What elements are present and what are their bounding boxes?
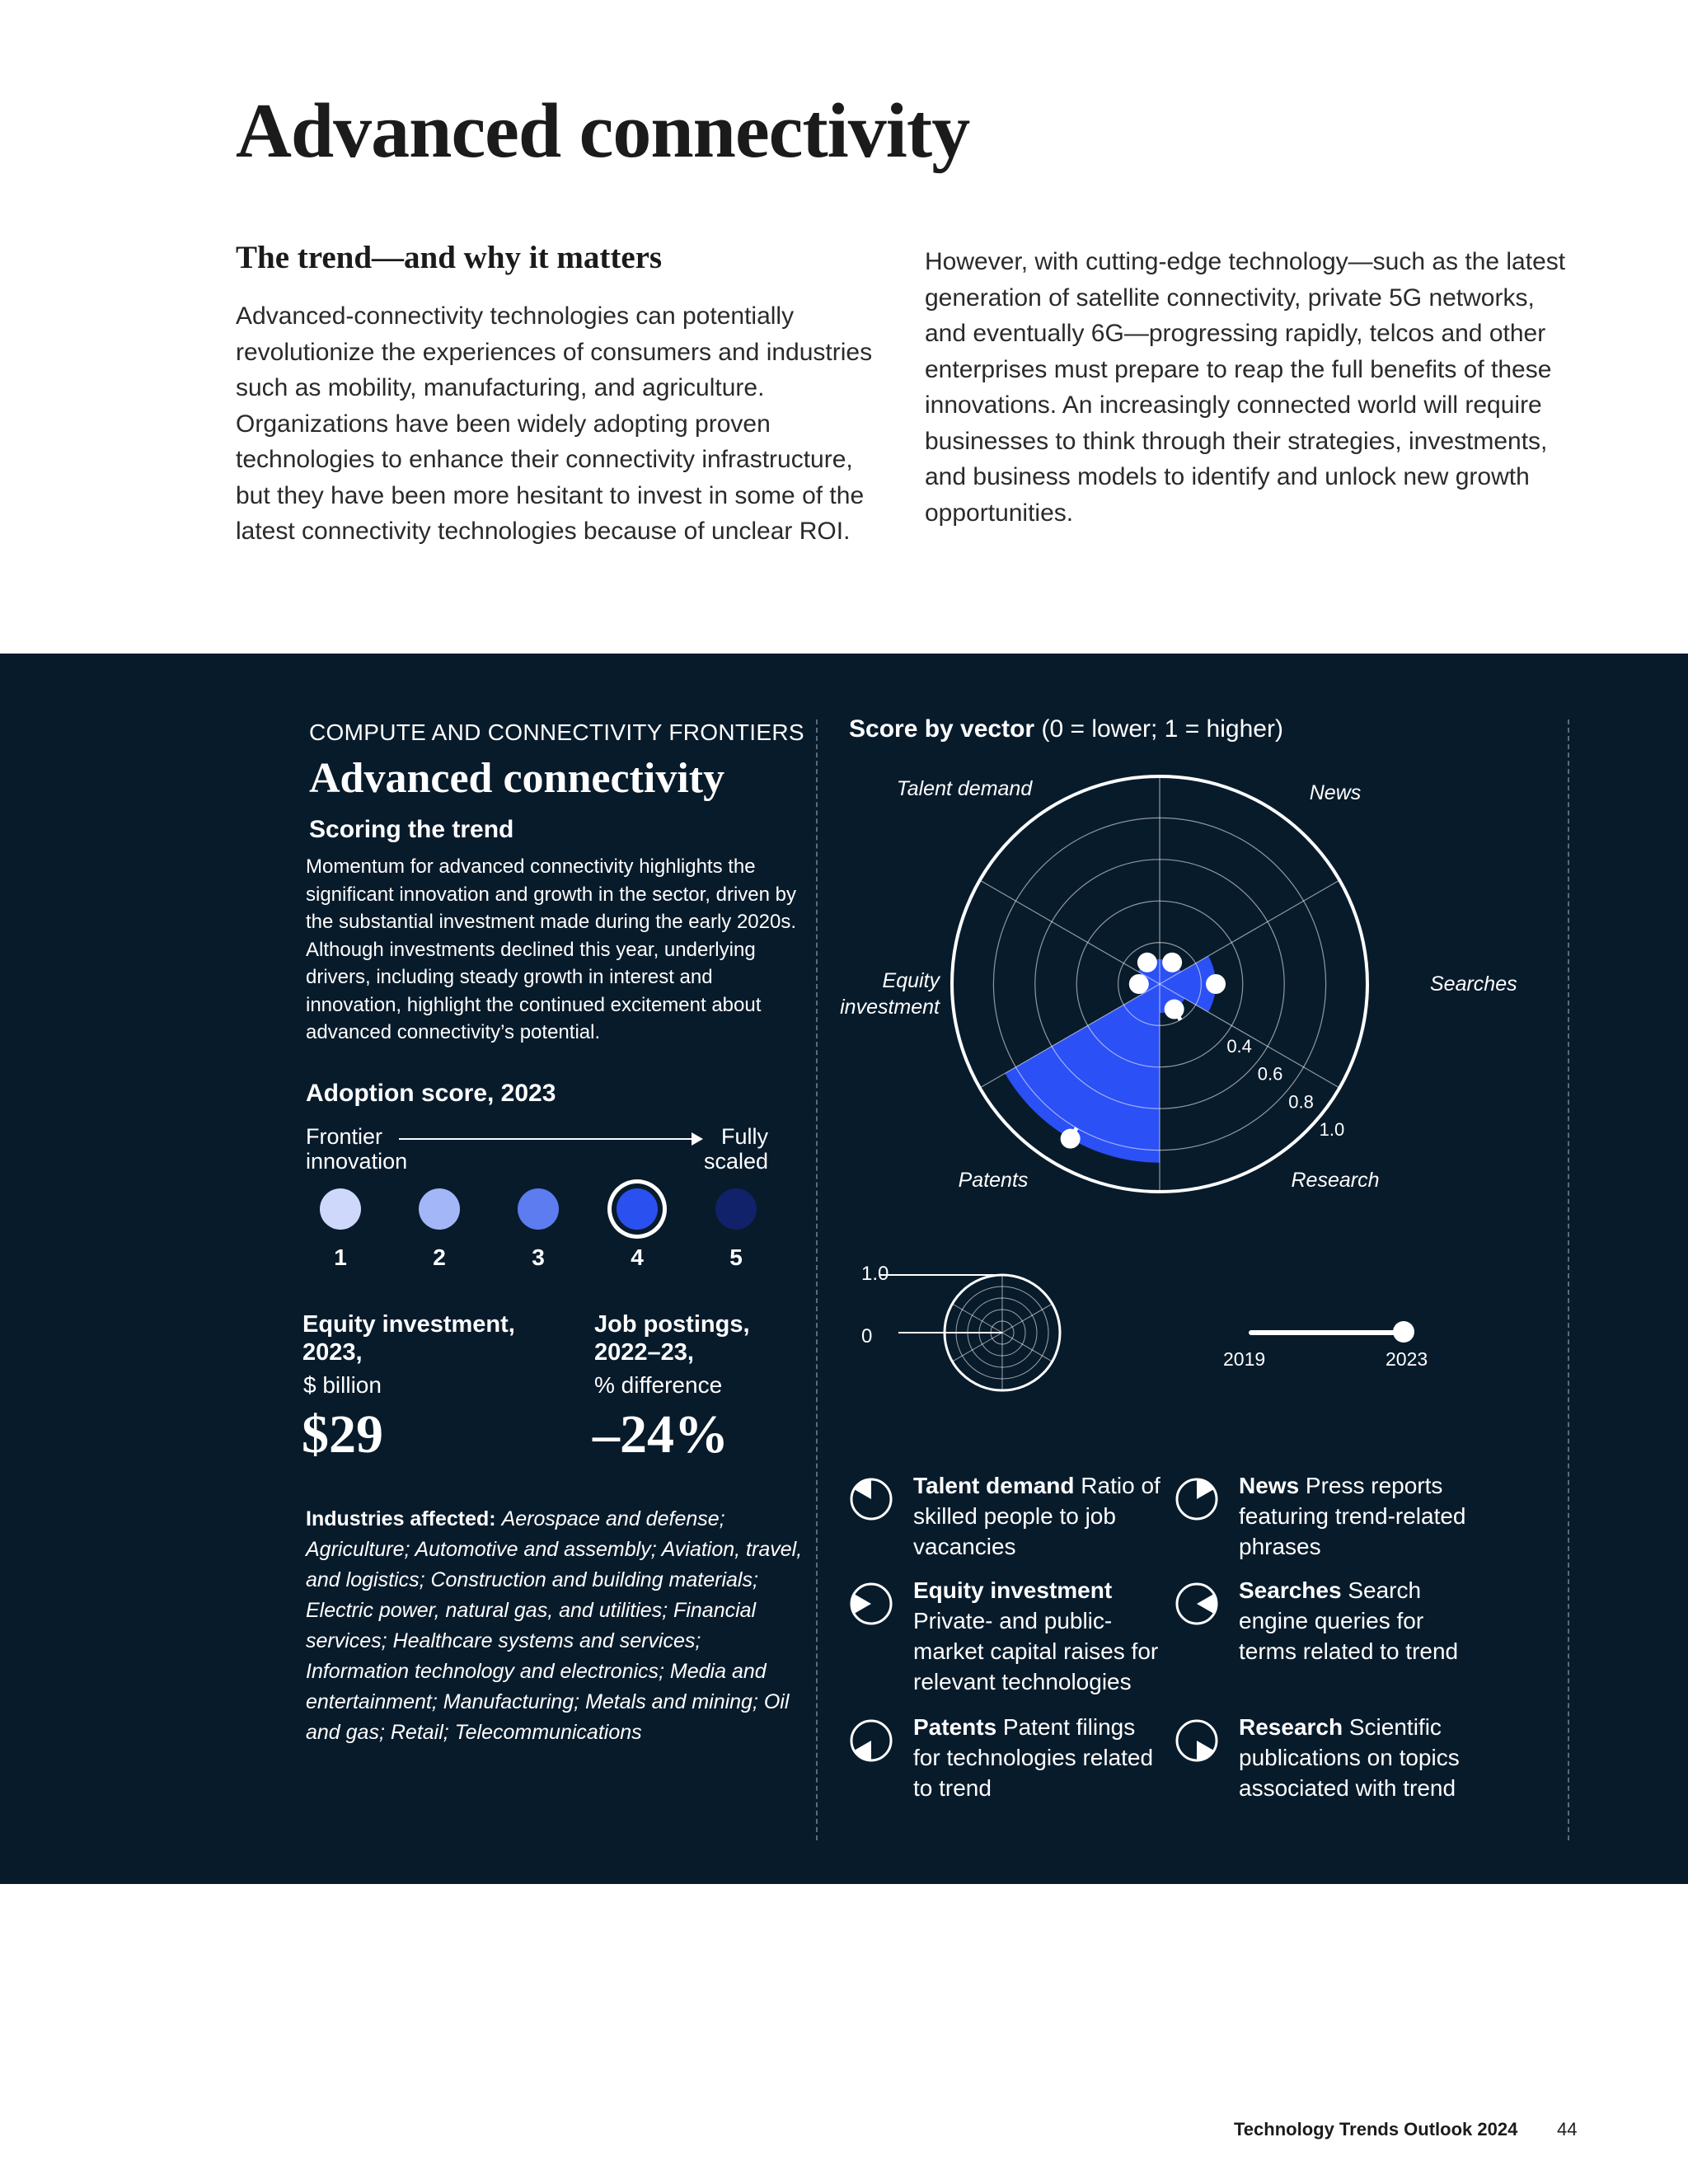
adoption-left-label: Frontier innovation [306, 1124, 408, 1174]
legend-title: Talent demand [913, 1473, 1075, 1498]
key-label-min: 0 [861, 1325, 873, 1347]
searches-icon [1175, 1582, 1219, 1626]
adoption-heading: Adoption score, 2023 [306, 1080, 556, 1107]
industries-list: Aerospace and defense; Agriculture; Automotive and assembly; Aviation, travel, and logistics; Construction and building materials; Electric power, natural gas, and utilities; Financial services; Healthcare systems and services; Information technology and electronics; Media and entertainment; Manufacturing; Metals and mining; Oil and gas; Retail; Telecommunications [306, 1507, 803, 1744]
research-icon [1175, 1718, 1219, 1763]
polar-label-equity-investment: Equity investment [840, 969, 940, 1019]
legend-title: News [1239, 1473, 1300, 1498]
score-polar-chart [824, 766, 1566, 1212]
adoption-level-1-label: 1 [334, 1244, 347, 1270]
jobs-unit: % difference [594, 1372, 723, 1398]
polar-label-searches: Searches [1430, 972, 1517, 996]
adoption-level-5-label: 5 [729, 1244, 743, 1270]
intro-paragraph-left: Advanced-connectivity technologies can potentially revolutionize the experiences of consumers and industries such as mobility, manufacturing, and agriculture. Organizations have been widely adopting proven technologies to enhance their connectivity infrastructure, but they have been more hesitant to invest in some of the latest connectivity technologies because of unclear ROI. [236, 302, 873, 545]
adoption-level-4-label: 4 [631, 1244, 644, 1270]
legend-item-talent-demand [913, 1470, 1160, 1562]
adoption-level-3-dot [518, 1188, 559, 1230]
panel-divider-right [1568, 719, 1569, 1840]
equity-value: $29 [302, 1404, 383, 1465]
legend-item-patents [913, 1712, 1160, 1803]
adoption-right-label: Fully scaled [703, 1124, 768, 1174]
equity-unit: $ billion [303, 1372, 382, 1398]
news-icon [1175, 1477, 1219, 1521]
polar-ring-tick-labels [1226, 1036, 1344, 1140]
polar-ring-label: 0.4 [1226, 1035, 1252, 1057]
legend-description: Ratio of skilled people to job vacancies [913, 1473, 1160, 1559]
polar-label-talent-demand: Talent demand [896, 777, 1033, 800]
legend-title: Searches [1239, 1577, 1342, 1603]
legend-description: Press reports featuring trend-related phrases [1239, 1473, 1466, 1559]
score-chart-title [849, 715, 1283, 743]
polar-label-patents: Patents [958, 1169, 1029, 1192]
legend-description: Search engine queries for terms related to trend [1239, 1577, 1459, 1664]
panel-title: Advanced connectivity [309, 755, 725, 802]
adoption-level-2-dot [419, 1188, 460, 1230]
timeline-start-label: 2019 [1223, 1348, 1266, 1370]
legend-description: Private- and public-market capital raises for relevant technologies [913, 1608, 1159, 1694]
legend-description: Patent filings for technologies related to trend [913, 1714, 1154, 1801]
legend-title: Patents [913, 1714, 997, 1740]
page-number: 44 [1557, 2119, 1578, 2139]
panel-divider-left [816, 719, 818, 1840]
panel-eyebrow: COMPUTE AND CONNECTIVITY FRONTIERS [309, 719, 804, 745]
polar-grid-group [952, 776, 1367, 1192]
timeline-end-dot [1393, 1321, 1414, 1343]
talent-demand-icon [849, 1477, 893, 1521]
industries-label: Industries affected: [306, 1507, 496, 1530]
polar-point-research [1165, 1000, 1184, 1019]
equity-heading: Equity investment, 2023, [302, 1311, 515, 1366]
scoring-text: Momentum for advanced connectivity highlights the significant innovation and growth in the sector, driven by the substantial investment made during the early 2020s. Although investments declined this year, underlying drivers, including steady growth in interest and innovation, highlight the continued excitement about advanced connectivity’s potential. [306, 855, 797, 1043]
polar-point-equity-investment [1129, 974, 1149, 994]
legend-item-equity-investment [913, 1575, 1160, 1697]
polar-point-patents [1061, 1129, 1081, 1149]
polar-point-talent-demand [1137, 953, 1157, 972]
legend-item-research [1239, 1712, 1486, 1803]
polar-sector-patents [1005, 984, 1160, 1163]
timeline-end-label: 2023 [1386, 1348, 1428, 1370]
legend-title: Research [1239, 1714, 1343, 1740]
legend-title: Equity investment [913, 1577, 1113, 1603]
timeline-line [1249, 1330, 1405, 1335]
adoption-arrow-line [399, 1138, 696, 1140]
page-title: Advanced connectivity [236, 88, 970, 174]
legend-item-news [1239, 1470, 1486, 1562]
adoption-level-2-label: 2 [433, 1244, 446, 1270]
legend-item-searches [1239, 1575, 1486, 1666]
intro-paragraph-right: However, with cutting-edge technology—such as the latest generation of satellite connectivity, private 5G networks, and eventually 6G—progressing rapidly, telcos and other enterprises must prepare to reap the full benefits of these innovations. An increasingly connected world will require businesses to think through their strategies, investments, and business models to identify and unlock new growth opportunities. [925, 248, 1566, 527]
polar-fill-group [1005, 956, 1216, 1163]
polar-ring-label: 1.0 [1319, 1118, 1345, 1140]
polar-label-research: Research [1291, 1169, 1380, 1192]
polar-label-news: News [1309, 781, 1362, 804]
jobs-value: –24% [593, 1404, 729, 1465]
adoption-level-1-dot [320, 1188, 361, 1230]
adoption-level-4-dot [617, 1188, 658, 1230]
adoption-level-5-dot [715, 1188, 757, 1230]
polar-point-searches [1206, 974, 1226, 994]
industries-affected [306, 1504, 809, 1748]
key-label-max: 1.0 [861, 1263, 889, 1285]
score-title-rest: (0 = lower; 1 = higher) [1041, 715, 1283, 743]
adoption-arrow-icon [692, 1132, 703, 1146]
adoption-level-3-label: 3 [532, 1244, 545, 1270]
scoring-heading: Scoring the trend [309, 816, 514, 843]
polar-point-news [1162, 953, 1182, 972]
section-heading: The trend—and why it matters [236, 240, 663, 275]
polar-ring-label: 0.6 [1257, 1063, 1283, 1085]
polar-ring-label: 0.8 [1288, 1091, 1314, 1113]
patents-icon [849, 1718, 893, 1763]
jobs-heading: Job postings, 2022–23, [594, 1311, 750, 1366]
footer-publication: Technology Trends Outlook 2024 [1234, 2119, 1518, 2139]
polar-spoke [980, 880, 1160, 984]
score-title-bold: Score by vector [849, 715, 1035, 743]
legend-description: Scientific publications on topics associated with trend [1239, 1714, 1460, 1801]
equity-investment-icon [849, 1582, 893, 1626]
polar-spoke [1160, 880, 1339, 984]
